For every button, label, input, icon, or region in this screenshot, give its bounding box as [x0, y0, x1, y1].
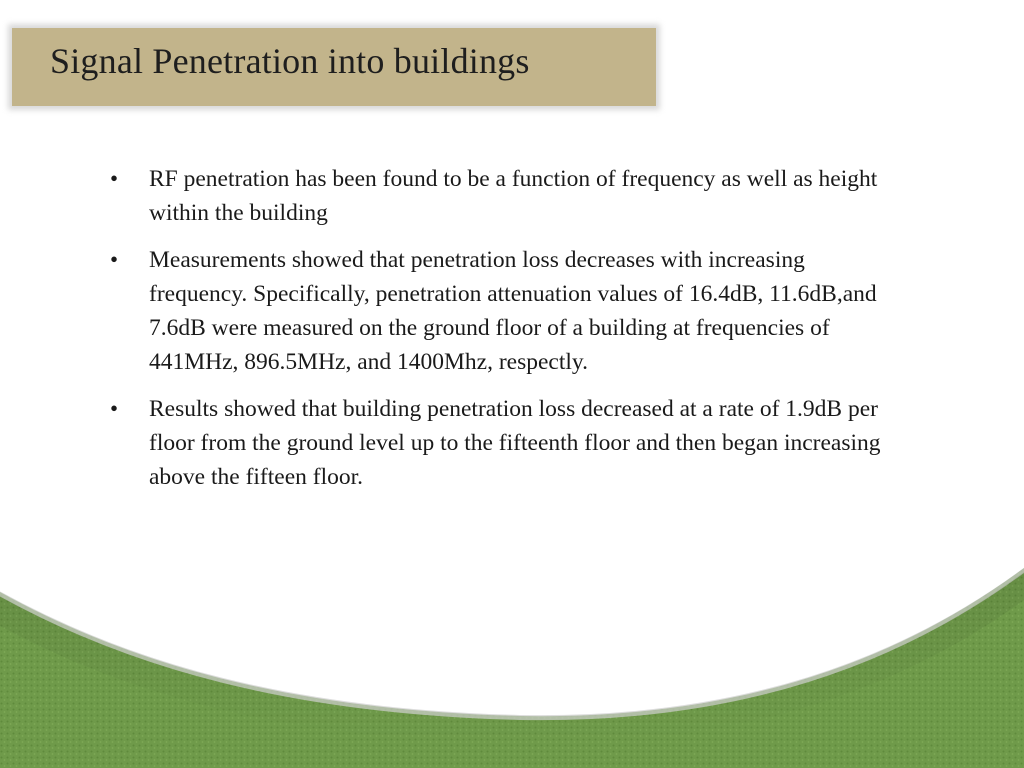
bullet-text: Measurements showed that penetration loss decreases with increasing frequency. Specifically, penetration attenuation values of 16.4dB, 11.6dB,and 7.6dB were measured on the ground floor of a building at frequencies of 441MHz, 896.5MHz, and 1400Mhz, respectly. — [149, 247, 877, 375]
bullet-item — [110, 392, 900, 494]
bullet-item — [110, 243, 900, 379]
bullet-marker: • — [110, 166, 119, 191]
slide-title: Signal Penetration into buildings — [50, 41, 530, 81]
green-ground-decoration — [0, 540, 1024, 768]
bullet-text: RF penetration has been found to be a function of frequency as well as height within the building — [149, 166, 878, 226]
bullet-text: Results showed that building penetration loss decreased at a rate of 1.9dB per floor from the ground level up to the fifteenth floor and then began increasing above the fifteen floor. — [149, 396, 881, 490]
bullet-item — [110, 162, 900, 230]
bullet-marker: • — [110, 247, 119, 272]
bullet-list — [110, 162, 900, 507]
bullet-marker: • — [110, 396, 119, 421]
